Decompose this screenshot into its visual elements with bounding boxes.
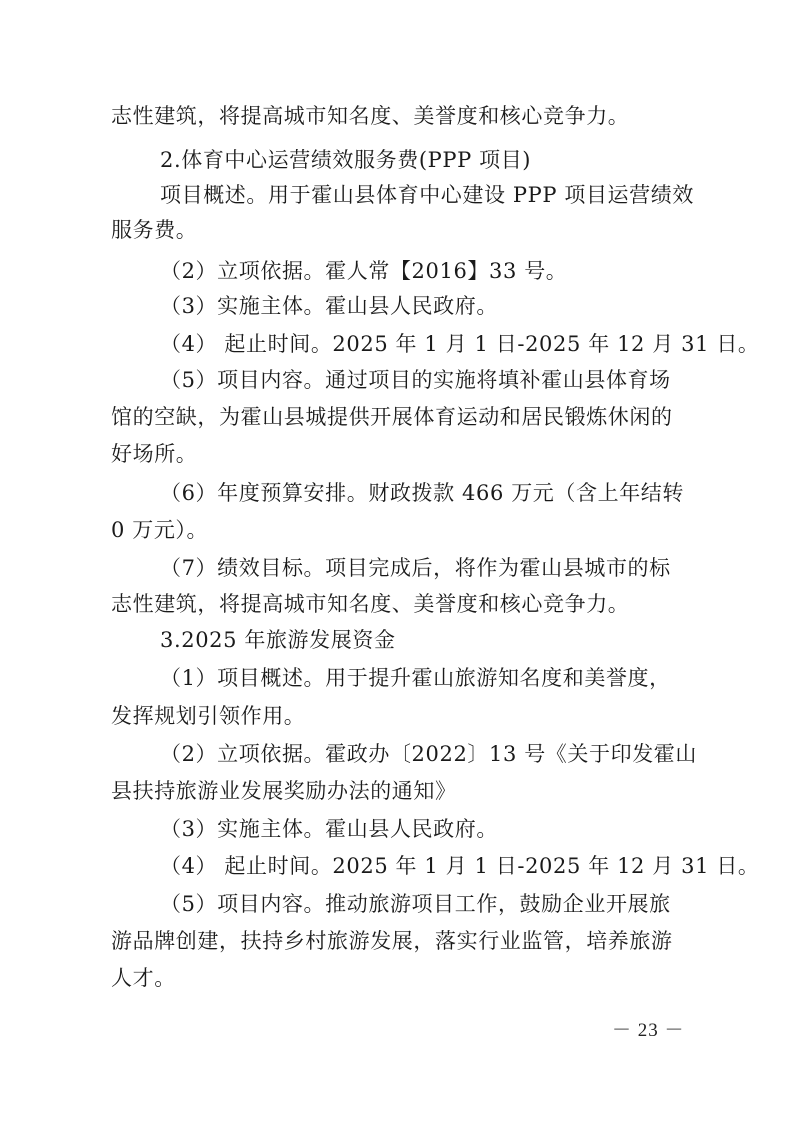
paragraph-line: （3）实施主体。霍山县人民政府。 (160, 817, 498, 841)
paragraph-line: 0 万元）。 (111, 518, 209, 542)
paragraph-line: （3）实施主体。霍山县人民政府。 (160, 294, 498, 318)
paragraph-line: 县扶持旅游业发展奖励办法的通知》 (111, 779, 457, 803)
section-heading: 2.体育中心运营绩效服务费(PPP 项目) (160, 148, 532, 172)
paragraph-line: 志性建筑，将提高城市知名度、美誉度和核心竞争力。 (111, 104, 630, 128)
paragraph-line: 项目概述。用于霍山县体育中心建设 PPP 项目运营绩效 (160, 183, 694, 207)
paragraph-line: 服务费。 (111, 218, 198, 242)
section-heading: 3.2025 年旅游发展资金 (160, 628, 396, 652)
paragraph-line: 游品牌创建，扶持乡村旅游发展，落实行业监管，培养旅游 (111, 929, 673, 953)
paragraph-line: （5）项目内容。推动旅游项目工作，鼓励企业开展旅 (160, 892, 671, 916)
paragraph-line: （2）立项依据。霍人常【2016】33 号。 (160, 259, 568, 283)
paragraph-line: （7）绩效目标。项目完成后，将作为霍山县城市的标 (160, 556, 671, 580)
paragraph-line: （1）项目概述。用于提升霍山旅游知名度和美誉度， (160, 666, 671, 690)
paragraph-line: 发挥规划引领作用。 (111, 704, 306, 728)
page-number: － 23 － (612, 1020, 685, 1041)
paragraph-line: （6）年度预算安排。财政拨款 466 万元（含上年结转 (160, 481, 684, 505)
paragraph-line: 人才。 (111, 966, 176, 990)
paragraph-line: 馆的空缺，为霍山县城提供开展体育运动和居民锻炼休闲的 (111, 405, 673, 429)
paragraph-line: （5）项目内容。通过项目的实施将填补霍山县体育场 (160, 368, 671, 392)
paragraph-line: 好场所。 (111, 442, 198, 466)
paragraph-line: （4） 起止时间。2025 年 1 月 1 日-2025 年 12 月 31 日。 (160, 854, 760, 878)
paragraph-line: 志性建筑，将提高城市知名度、美誉度和核心竞争力。 (111, 592, 630, 616)
paragraph-line: （2）立项依据。霍政办〔2022〕13 号《关于印发霍山 (160, 742, 697, 766)
paragraph-line: （4） 起止时间。2025 年 1 月 1 日-2025 年 12 月 31 日。 (160, 332, 760, 356)
